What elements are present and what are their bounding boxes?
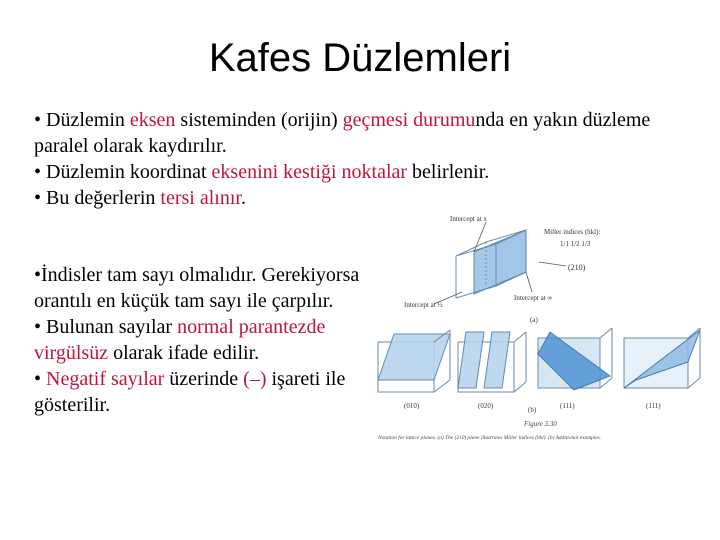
label-plane-020: (020) [478, 402, 494, 410]
bullet-b4 [34, 262, 366, 314]
cell-edge [600, 328, 612, 338]
highlighted-text: normal parantezde virgülsüz [34, 316, 326, 364]
bullet-text: • Düzlemin [34, 109, 130, 131]
bullet-b5 [34, 314, 366, 366]
top-bullets [34, 107, 654, 211]
plane-010-shape [378, 334, 450, 380]
bullet-text: işareti ile gösterilir. [34, 368, 346, 416]
label-miller-indices: Miller indices (hkl): [544, 228, 601, 236]
label-reciprocals: 1/1 1/2 1/3 [560, 240, 591, 248]
bullet-text: sisteminden (orijin) [175, 109, 343, 131]
bullet-text: olarak ifade edilir. [108, 342, 260, 364]
label-intercept-z: Intercept at ∞ [514, 294, 553, 302]
bullet-text: üzerinde [164, 368, 244, 390]
bullet-text: belirlenir. [407, 161, 490, 183]
cell-edge [514, 332, 526, 342]
label-plane-010: (010) [404, 402, 420, 410]
bullet-text: . [240, 187, 246, 209]
highlighted-text: eksen [129, 109, 176, 131]
pointer-line [539, 262, 566, 266]
cell-edge [434, 380, 450, 392]
bullet-b1 [34, 107, 654, 159]
lattice-planes-figure [374, 212, 710, 448]
bullet-text: • Bulunan sayılar [34, 316, 178, 338]
bullet-text: • Düzlemin koordinat [34, 161, 212, 183]
highlighted-text: tersi alınır [160, 187, 241, 209]
bullet-b2 [34, 159, 654, 185]
label-plane-111b: (111) [646, 402, 661, 410]
pointer-line [526, 272, 532, 292]
highlighted-text: durumu [413, 109, 476, 131]
label-plane-210: (210) [568, 263, 586, 272]
bullet-b3 [34, 185, 654, 211]
highlighted-text: eksenini kestiği noktalar [211, 161, 408, 183]
cell-edge [688, 378, 700, 388]
bullet-text: •İndisler tam sayı olmalıdır. Gerekiyorsa orantılı en küçük tam sayı ile çarpılır. [34, 264, 360, 312]
label-part-b: (b) [528, 406, 537, 414]
highlighted-text: Negatif sayılar [46, 368, 165, 390]
label-plane-111: (111) [560, 402, 575, 410]
figure-part-b [378, 328, 700, 414]
highlighted-text: geçmesi [342, 109, 409, 131]
label-intercept-x: Intercept at x [450, 215, 487, 223]
bullet-b6 [34, 366, 366, 418]
left-bullets [34, 262, 366, 418]
bullet-text: • [34, 368, 47, 390]
figure-number: Figure 3.30 [524, 420, 557, 428]
bullet-text: nda en yakın düzleme paralel olarak kaydırılır. [34, 109, 651, 157]
label-part-a: (a) [530, 316, 538, 324]
bullet-text: • Bu değerlerin [34, 187, 161, 209]
highlighted-text: (–) [243, 368, 267, 390]
slide-title: Kafes Düzlemleri [208, 36, 512, 80]
label-intercept-y: Intercept at ½ [404, 301, 443, 309]
figure-part-a [404, 215, 600, 324]
figure-caption: Notation for lattice planes. (a) The (210) plane illustrates Miller indices (hkl). (b) Additional examples. [378, 435, 602, 441]
cell-edge [514, 382, 526, 392]
